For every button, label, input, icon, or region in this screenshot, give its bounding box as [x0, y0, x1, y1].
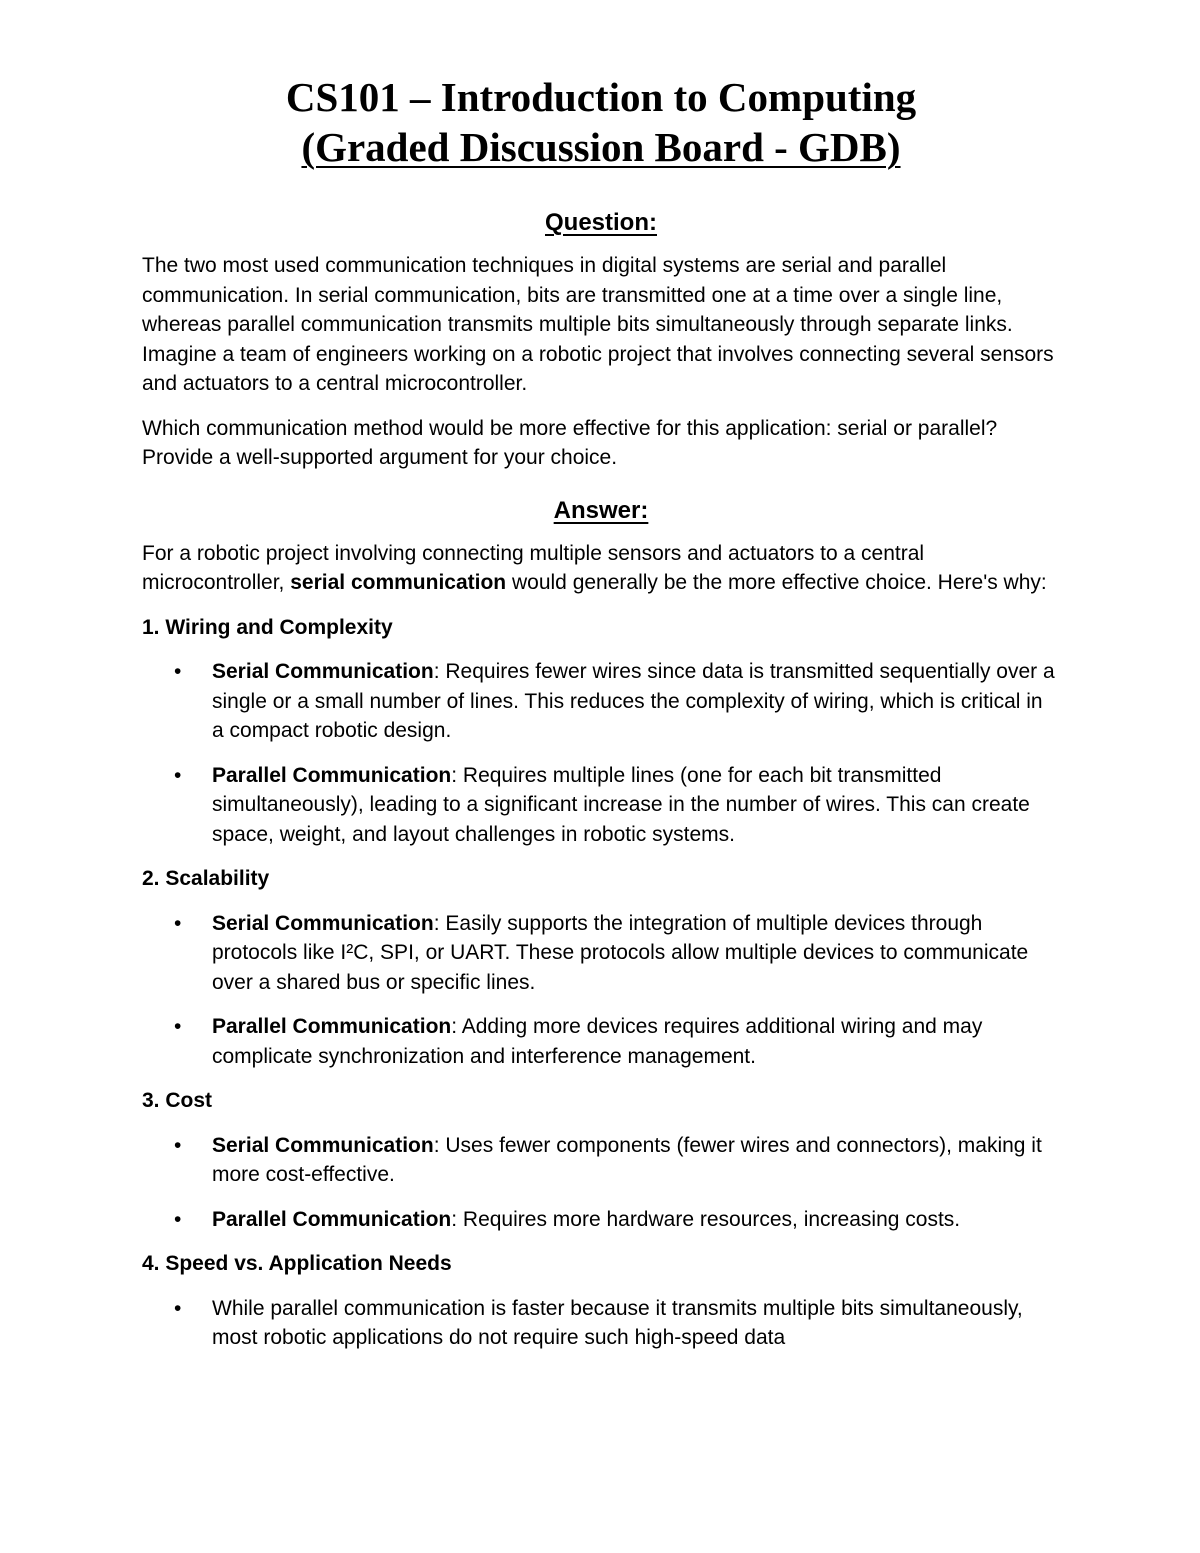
item-text: : Adding more devices requires additional wiring and may complicate synchronization and interference management.: [212, 1015, 983, 1068]
list-item: [142, 1294, 1060, 1353]
question-heading: Question:: [545, 209, 657, 236]
item-text: : Requires fewer wires since data is transmitted sequentially over a single or a small number of lines. This reduces the complexity of wiring, which is critical in a compact robotic design.: [212, 660, 1055, 742]
document-subtitle: (Graded Discussion Board - GDB): [301, 124, 901, 170]
item-label: Parallel Communication: [212, 1207, 452, 1231]
question-paragraph: Which communication method would be more effective for this application: serial or parallel? Provide a well-supported argument for your choice.: [142, 416, 998, 469]
section-heading: 1. Wiring and Complexity: [142, 615, 393, 639]
bullet-icon: •: [174, 1207, 182, 1231]
bullet-list: [142, 1131, 1060, 1235]
item-label: Serial Communication: [212, 1133, 434, 1157]
bullet-icon: •: [174, 763, 182, 787]
document-title: CS101 – Introduction to Computing: [285, 74, 917, 120]
list-item: [142, 1012, 1060, 1071]
list-item: [142, 657, 1060, 746]
answer-intro-bold: serial communication: [290, 571, 507, 594]
bullet-icon: •: [174, 911, 182, 935]
item-text: : Easily supports the integration of multiple devices through protocols like I²C, SPI, or UART. These protocols allow multiple devices to communicate over a shared bus or specific lines.: [212, 911, 1029, 994]
document-page: [142, 72, 1060, 1353]
section-heading: 4. Speed vs. Application Needs: [142, 1252, 452, 1275]
section-heading: 2. Scalability: [142, 867, 270, 890]
list-item: [142, 1205, 1060, 1235]
item-text: : Uses fewer components (fewer wires and connectors), making it more cost-effective.: [212, 1133, 1042, 1186]
item-label: Serial Communication: [212, 660, 434, 683]
question-paragraph: The two most used communication techniques in digital systems are serial and parallel communication. In serial communication, bits are transmitted one at a time over a single line, whereas parallel communication transmits multiple bits simultaneously through separate links. Imagine a team of engineers working on a robotic project that involves connecting several sensors and actuators to a central microcontroller.: [142, 254, 1054, 395]
answer-intro: [142, 539, 1060, 598]
item-text: While parallel communication is faster because it transmits multiple bits simultaneously, most robotic applications do not require such high-speed data: [212, 1296, 1023, 1349]
answer-intro-text: would generally be the more effective choice. Here's why:: [511, 571, 1047, 594]
list-item: [142, 1131, 1060, 1190]
bullet-icon: •: [174, 1133, 182, 1157]
section-heading: 3. Cost: [142, 1089, 213, 1112]
bullet-list: [142, 909, 1060, 1072]
bullet-icon: •: [174, 660, 182, 683]
list-item: [142, 909, 1060, 998]
item-label: Parallel Communication: [212, 1015, 452, 1038]
bullet-icon: •: [174, 1015, 182, 1038]
item-label: Parallel Communication: [212, 763, 452, 787]
list-item: [142, 761, 1060, 850]
item-text: : Requires multiple lines (one for each bit transmitted simultaneously), leading to a significant increase in the number of wires. This can create space, weight, and layout challenges in robotic systems.: [212, 763, 1030, 846]
bullet-list: [142, 657, 1060, 849]
item-text: : Requires more hardware resources, increasing costs.: [451, 1207, 961, 1231]
answer-intro-text: For a robotic project involving connecting multiple sensors and actuators to a central microcontroller,: [142, 541, 925, 594]
bullet-list: [142, 1294, 1060, 1353]
answer-heading: Answer:: [553, 496, 649, 524]
item-label: Serial Communication: [212, 911, 434, 935]
bullet-icon: •: [174, 1296, 182, 1320]
